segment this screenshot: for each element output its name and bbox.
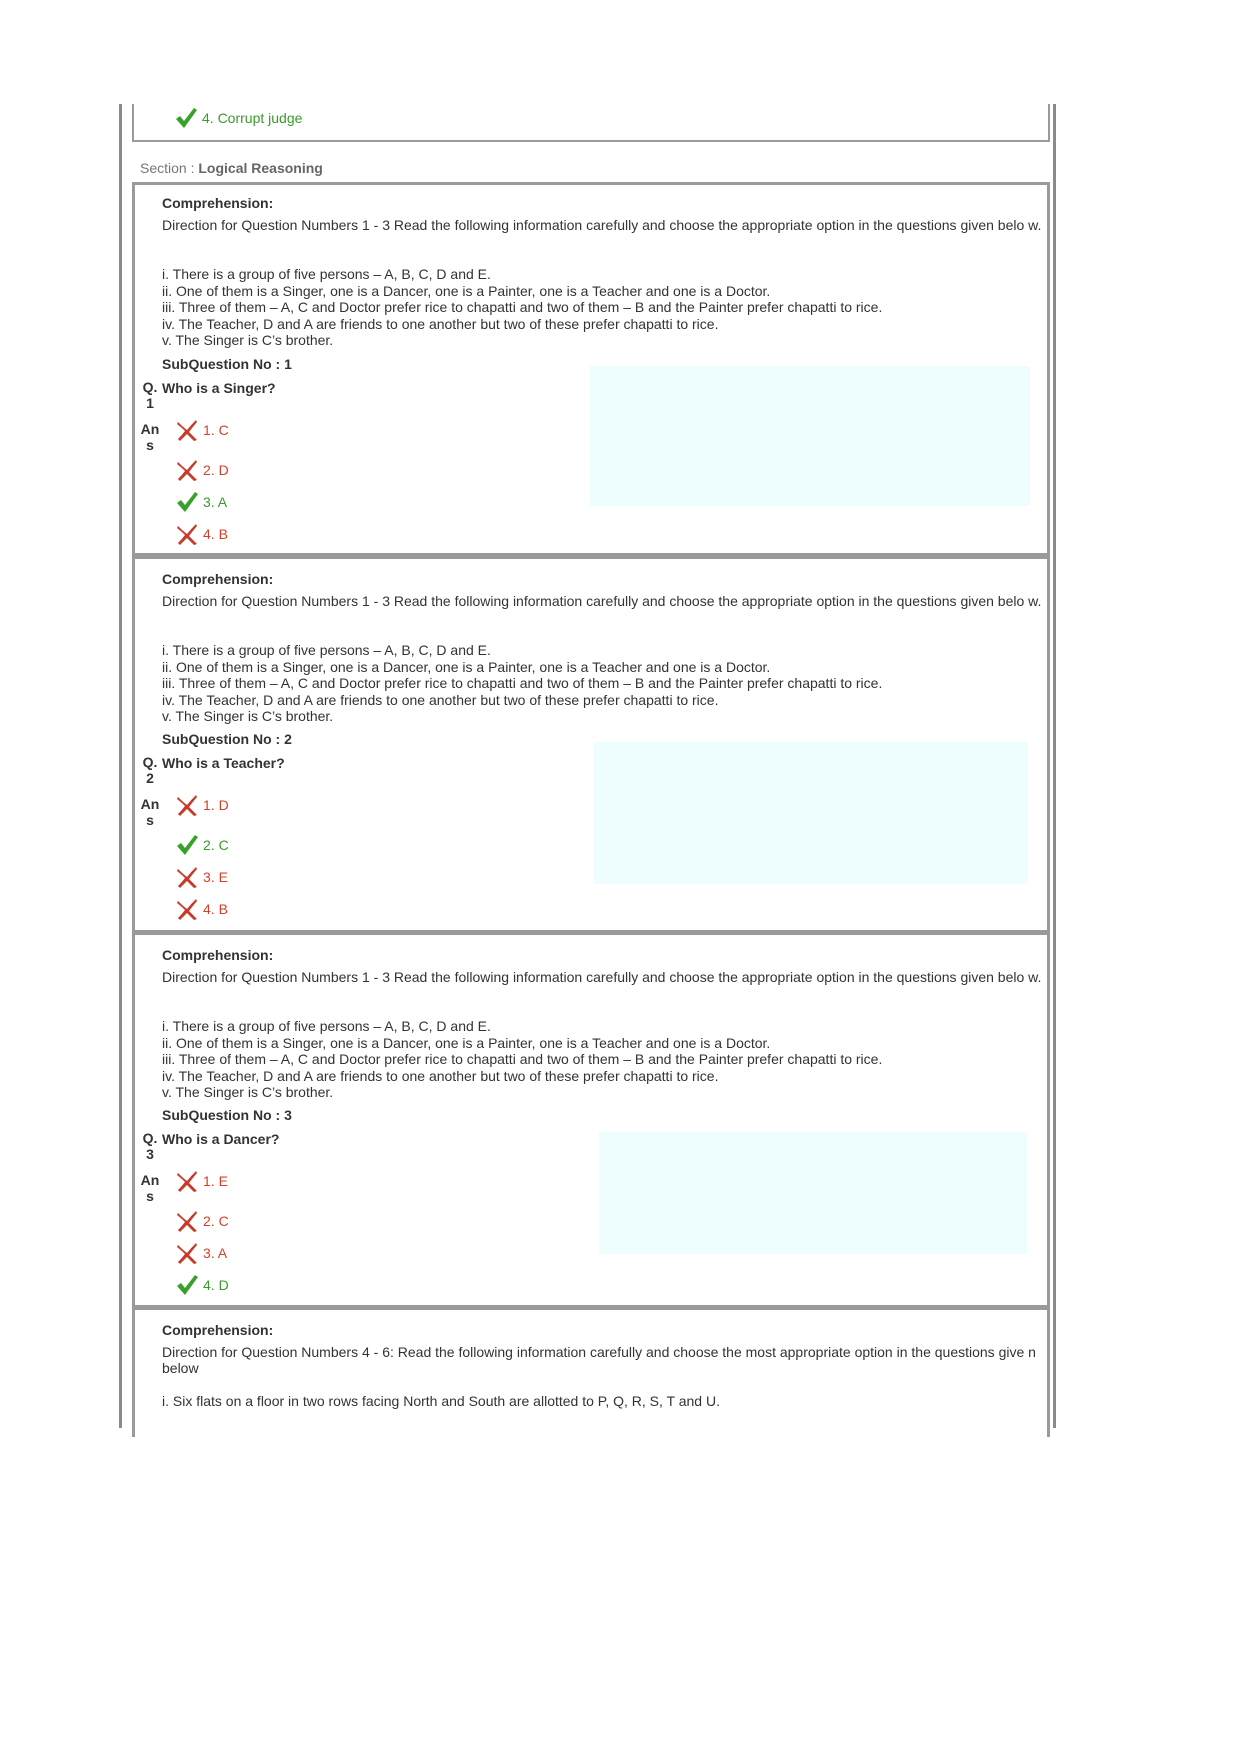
section-name: Logical Reasoning <box>198 160 323 176</box>
cross-icon <box>175 458 199 482</box>
answer-option-label: 3. A <box>203 1245 228 1261</box>
question-label: Q. 3 <box>142 1130 158 1162</box>
info-point: ii. One of them is a Singer, one is a Dancer, one is a Painter, one is a Teacher and one is a Doctor. <box>162 282 771 299</box>
cross-icon <box>175 897 199 921</box>
cross-icon <box>175 793 199 817</box>
question-text: Who is a Teacher? <box>162 755 285 771</box>
comprehension-title: Comprehension: <box>162 1322 274 1338</box>
answer-option-label: 4. B <box>203 526 228 542</box>
answer-option-label: 3. E <box>203 869 228 885</box>
answer-option <box>175 490 227 514</box>
answer-option <box>175 1209 229 1233</box>
info-point: iv. The Teacher, D and A are friends to one another but two of these prefer chapatti to rice. <box>162 1067 719 1084</box>
info-point: iii. Three of them – A, C and Doctor prefer rice to chapatti and two of them – B and the Painter prefer chapatti to rice. <box>162 1051 883 1068</box>
previous-answer-label: 4. Corrupt judge <box>202 110 303 126</box>
answer-option-label: 2. D <box>203 462 229 478</box>
check-icon <box>175 1273 199 1297</box>
info-point: i. There is a group of five persons – A, B, C, D and E. <box>162 266 491 282</box>
answer-option <box>175 522 228 546</box>
answer-option <box>175 1241 227 1265</box>
subquestion-number: SubQuestion No : 2 <box>162 731 292 747</box>
comprehension-title: Comprehension: <box>162 195 274 211</box>
comprehension-title: Comprehension: <box>162 947 274 963</box>
question-label: Q. 1 <box>142 379 158 411</box>
answer-option-label: 4. D <box>203 1277 229 1293</box>
info-point: iv. The Teacher, D and A are friends to one another but two of these prefer chapatti to rice. <box>162 691 719 708</box>
answer-option-label: 1. D <box>203 797 229 813</box>
check-icon <box>174 106 198 130</box>
answer-option <box>175 897 228 921</box>
previous-answer-option <box>174 106 302 130</box>
answer-option <box>175 865 228 889</box>
answer-option <box>175 793 229 817</box>
cross-icon <box>175 418 199 442</box>
check-icon <box>175 833 199 857</box>
cross-icon <box>175 865 199 889</box>
highlight-panel <box>590 366 1030 506</box>
direction-text: Direction for Question Numbers 1 - 3 Read the following information carefully and choose the appropriate option in the questions given belo w. <box>162 217 1042 233</box>
direction-text: Direction for Question Numbers 4 - 6: Read the following information carefully and choose the most appropriate option in the questions give n below <box>162 1344 1036 1376</box>
question-block <box>132 1307 1050 1437</box>
info-points <box>162 1393 720 1410</box>
direction-text: Direction for Question Numbers 1 - 3 Read the following information carefully and choose the appropriate option in the questions given belo w. <box>162 969 1042 985</box>
section-prefix: Section : <box>140 160 199 176</box>
cross-icon <box>175 522 199 546</box>
question-block <box>132 182 1050 556</box>
answer-option-label: 2. C <box>203 837 229 853</box>
question-label: Q. 2 <box>142 754 158 786</box>
info-points <box>162 642 882 725</box>
answer-label: An s <box>140 1172 160 1204</box>
info-point: iii. Three of them – A, C and Doctor prefer rice to chapatti and two of them – B and the Painter prefer chapatti to rice. <box>162 675 883 692</box>
answer-label: An s <box>140 796 160 828</box>
direction-text: Direction for Question Numbers 1 - 3 Read the following information carefully and choose the appropriate option in the questions given belo w. <box>162 593 1042 609</box>
info-point: v. The Singer is C’s brother. <box>162 1084 334 1101</box>
question-text: Who is a Dancer? <box>162 1131 280 1147</box>
question-block <box>132 556 1050 933</box>
answer-option-label: 2. C <box>203 1213 229 1229</box>
highlight-panel <box>599 1132 1027 1254</box>
answer-option <box>175 1273 229 1297</box>
info-point: i. There is a group of five persons – A, B, C, D and E. <box>162 1018 491 1034</box>
info-point: iii. Three of them – A, C and Doctor prefer rice to chapatti and two of them – B and the Painter prefer chapatti to rice. <box>162 299 883 316</box>
check-icon <box>175 490 199 514</box>
info-point: iv. The Teacher, D and A are friends to one another but two of these prefer chapatti to rice. <box>162 315 719 332</box>
question-text: Who is a Singer? <box>162 380 276 396</box>
info-point: ii. One of them is a Singer, one is a Dancer, one is a Painter, one is a Teacher and one is a Doctor. <box>162 1034 771 1051</box>
answer-option <box>175 418 229 442</box>
answer-option <box>175 458 229 482</box>
info-point: i. Six flats on a floor in two rows facing North and South are allotted to P, Q, R, S, T and U. <box>162 1393 720 1409</box>
answer-label: An s <box>140 421 160 453</box>
cross-icon <box>175 1241 199 1265</box>
info-point: ii. One of them is a Singer, one is a Dancer, one is a Painter, one is a Teacher and one is a Doctor. <box>162 658 771 675</box>
highlight-panel <box>594 742 1028 884</box>
comprehension-title: Comprehension: <box>162 571 274 587</box>
info-points <box>162 1018 882 1101</box>
answer-option <box>175 833 229 857</box>
question-block <box>132 932 1050 1308</box>
cross-icon <box>175 1209 199 1233</box>
answer-option-label: 1. E <box>203 1173 228 1189</box>
info-point: v. The Singer is C’s brother. <box>162 708 334 725</box>
previous-question-box <box>132 104 1050 142</box>
answer-option-label: 4. B <box>203 901 228 917</box>
section-heading <box>140 160 323 176</box>
subquestion-number: SubQuestion No : 1 <box>162 356 292 372</box>
subquestion-number: SubQuestion No : 3 <box>162 1107 292 1123</box>
cross-icon <box>175 1169 199 1193</box>
answer-option <box>175 1169 228 1193</box>
info-points <box>162 266 882 349</box>
answer-option-label: 3. A <box>203 494 228 510</box>
answer-option-label: 1. C <box>203 422 229 438</box>
info-point: i. There is a group of five persons – A, B, C, D and E. <box>162 642 491 658</box>
info-point: v. The Singer is C’s brother. <box>162 332 334 349</box>
